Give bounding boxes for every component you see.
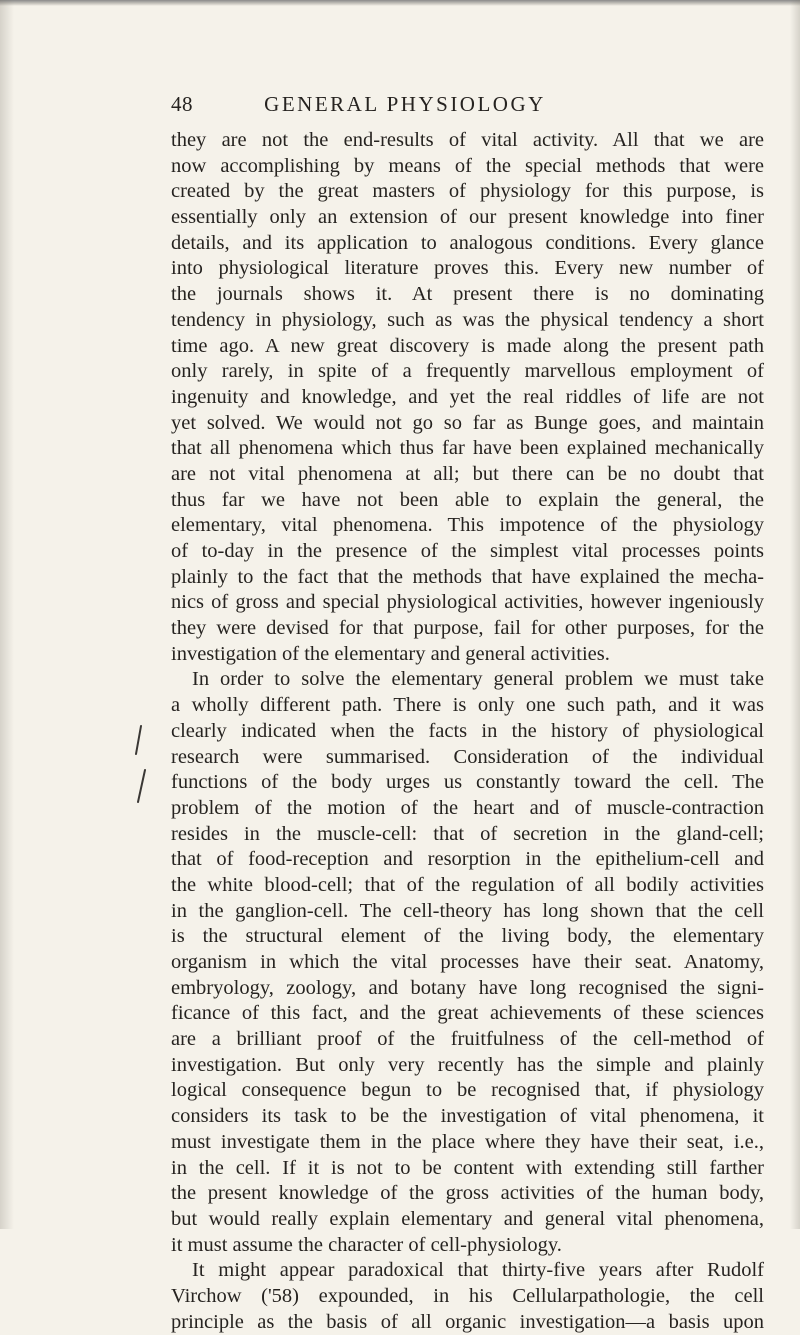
text-line: are not vital phenomena at all; but there can be no doubt that xyxy=(171,462,764,485)
text-line: time ago. A new great discovery is made along the present path xyxy=(171,334,764,357)
text-line: functions of the body urges us constantly toward the cell. The xyxy=(171,771,764,794)
text-line: organism in which the vital processes have their seat. Anatomy, xyxy=(171,951,764,973)
text-line: research were summarised. Consideration of the individual xyxy=(171,745,764,768)
text-line: of to-day in the presence of the simplest vital processes points xyxy=(171,540,764,562)
running-head: GENERAL PHYSIOLOGY xyxy=(264,92,546,116)
paragraph-end-line: investigation of the elementary and general activities. xyxy=(171,642,610,665)
page-number: 48 xyxy=(171,92,193,116)
text-line: tendency in physiology, such as was the physical tendency a short xyxy=(171,308,764,331)
text-line: they are not the end-results of vital activity. All that we are xyxy=(171,129,764,151)
text-line: must investigate them in the place where they have their seat, i.e., xyxy=(171,1130,764,1153)
body-text xyxy=(171,128,764,1335)
text-line: but would really explain elementary and general vital phenomena, xyxy=(171,1207,764,1230)
scan-left-shadow xyxy=(0,0,14,1229)
text-line: problem of the motion of the heart and of muscle-contraction xyxy=(171,796,764,819)
text-line: they were devised for that purpose, fail for other purposes, for the xyxy=(171,617,764,640)
text-line: ficance of this fact, and the great achievements of these sciences xyxy=(171,1002,764,1025)
scan-top-edge xyxy=(0,0,800,6)
text-line: in the ganglion-cell. The cell-theory has long shown that the cell xyxy=(171,899,764,922)
text-line: Virchow ('58) expounded, in his Cellularpathologie, the cell xyxy=(171,1284,764,1307)
paragraph-start-line: In order to solve the elementary general problem we must take xyxy=(192,668,764,691)
pencil-margin-mark xyxy=(133,724,147,804)
text-line: clearly indicated when the facts in the history of physiological xyxy=(171,719,764,742)
text-line: is the structural element of the living body, the elementary xyxy=(171,925,764,948)
text-line: that all phenomena which thus far have been explained mechanically xyxy=(171,437,764,460)
text-line: plainly to the fact that the methods that have explained the mecha- xyxy=(171,565,764,588)
paragraph-start-line: It might appear paradoxical that thirty-five years after Rudolf xyxy=(192,1259,764,1282)
text-line: elementary, vital phenomena. This impotence of the physiology xyxy=(171,514,764,537)
text-line: details, and its application to analogous conditions. Every glance xyxy=(171,231,764,254)
text-line: embryology, zoology, and botany have long recognised the signi- xyxy=(171,976,764,999)
text-line: a wholly different path. There is only one such path, and it was xyxy=(171,694,764,717)
paragraph-end-line: it must assume the character of cell-physiology. xyxy=(171,1233,562,1256)
text-line: essentially only an extension of our present knowledge into finer xyxy=(171,206,764,229)
scan-right-shadow xyxy=(790,0,800,1229)
text-line: only rarely, in spite of a frequently marvellous employment of xyxy=(171,360,764,383)
text-line: resides in the muscle-cell: that of secretion in the gland-cell; xyxy=(171,822,764,845)
text-line: are a brilliant proof of the fruitfulness of the cell-method of xyxy=(171,1028,764,1051)
text-line: now accomplishing by means of the special methods that were xyxy=(171,154,764,177)
text-line: logical consequence begun to be recognised that, if physiology xyxy=(171,1079,764,1102)
text-line: created by the great masters of physiology for this purpose, is xyxy=(171,180,764,203)
text-line: considers its task to be the investigation of vital phenomena, it xyxy=(171,1105,764,1128)
text-line: investigation. But only very recently has the simple and plainly xyxy=(171,1053,764,1076)
text-line: that of food-reception and resorption in the epithelium-cell and xyxy=(171,848,764,871)
text-line: thus far we have not been able to explain the general, the xyxy=(171,488,764,511)
text-line: nics of gross and special physiological activities, however ingeniously xyxy=(171,591,764,614)
text-line: the journals shows it. At present there is no dominating xyxy=(171,283,764,306)
text-line: the white blood-cell; that of the regulation of all bodily activities xyxy=(171,873,764,896)
text-line: principle as the basis of all organic investigation—a basis upon xyxy=(171,1310,764,1333)
text-line: ingenuity and knowledge, and yet the real riddles of life are not xyxy=(171,385,764,408)
text-line: yet solved. We would not go so far as Bunge goes, and maintain xyxy=(171,411,764,434)
text-line: in the cell. If it is not to be content with extending still farther xyxy=(171,1156,764,1179)
text-line: into physiological literature proves this. Every new number of xyxy=(171,257,764,280)
text-line: the present knowledge of the gross activities of the human body, xyxy=(171,1182,764,1205)
